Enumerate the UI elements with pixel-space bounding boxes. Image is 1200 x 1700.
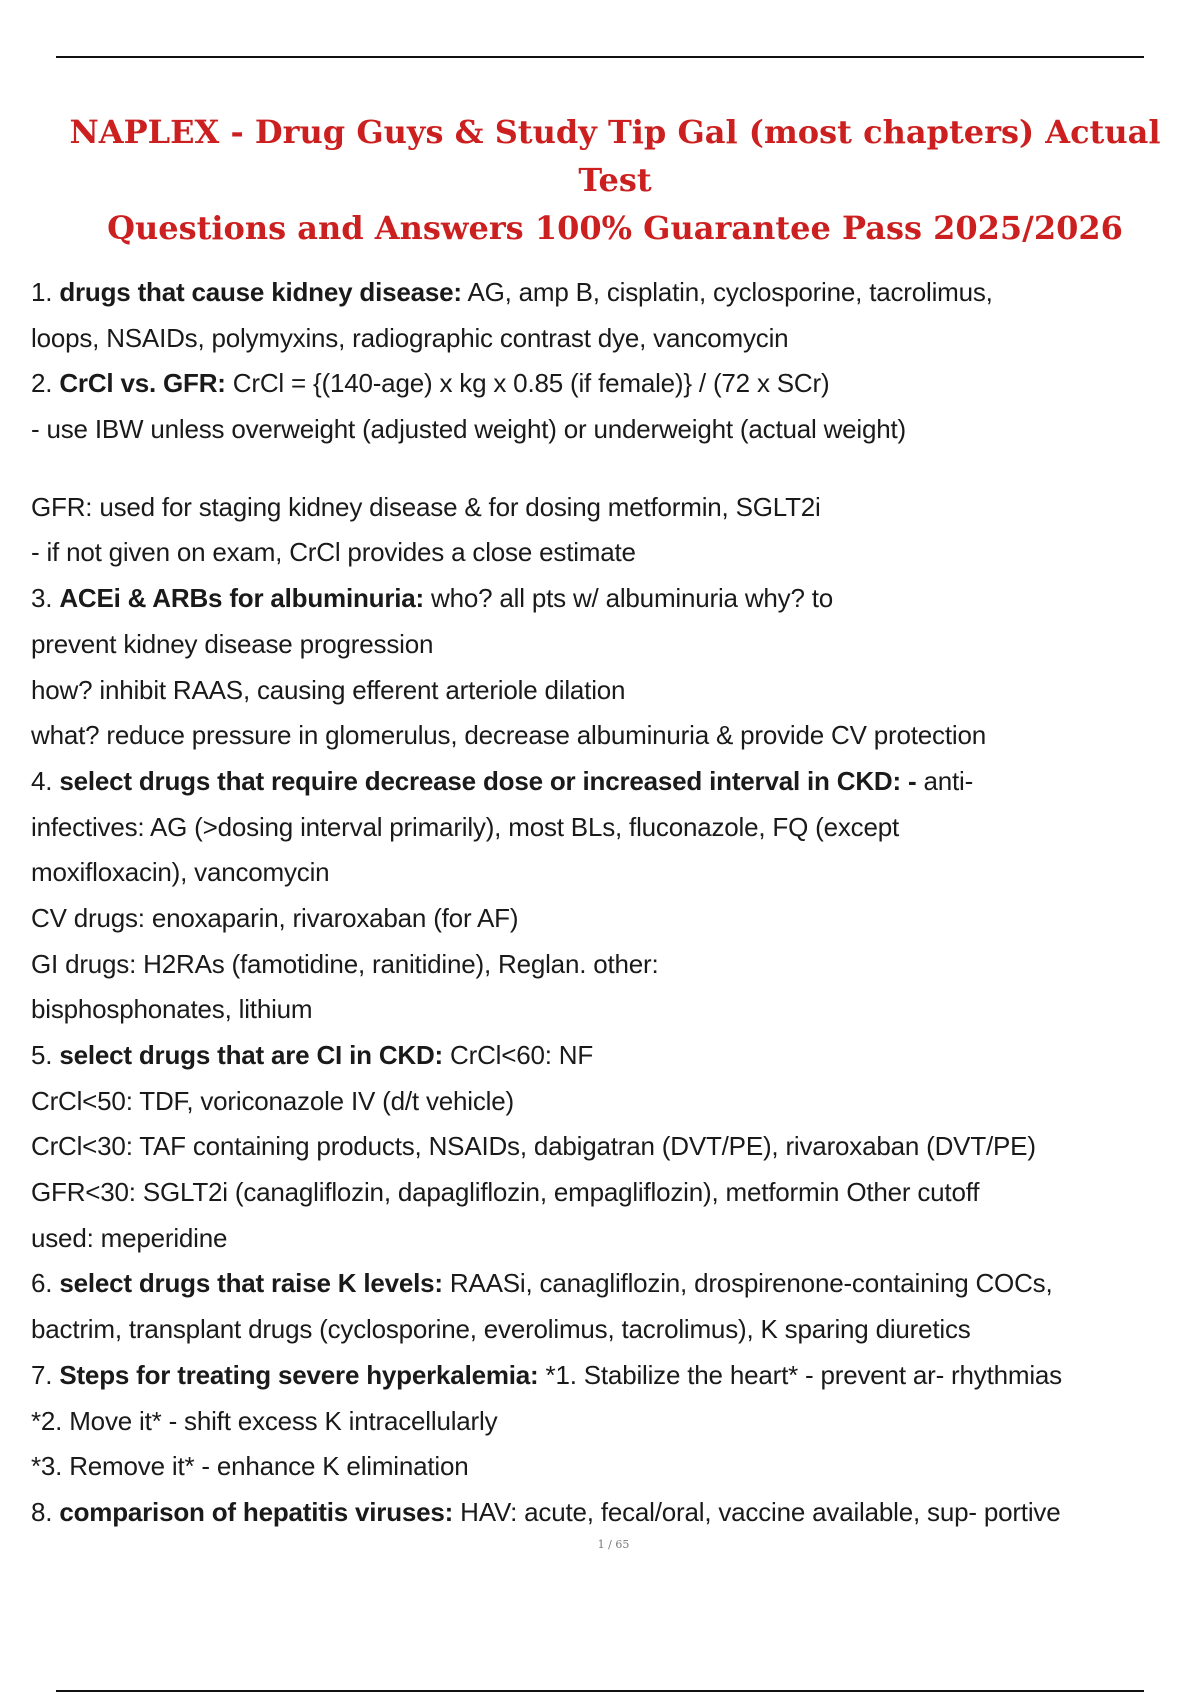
item-number: 6. bbox=[31, 1268, 53, 1299]
item-number: 3. bbox=[31, 583, 53, 614]
page-number: 1 / 65 bbox=[597, 1538, 630, 1551]
item-number: 7. bbox=[31, 1359, 53, 1390]
answer-text: anti- bbox=[916, 765, 974, 796]
item-number: 8. bbox=[31, 1496, 53, 1527]
paragraph-gap bbox=[31, 453, 1181, 485]
answer-line: bisphosphonates, lithium bbox=[31, 994, 313, 1025]
item-number: 1. bbox=[31, 277, 53, 307]
answer-line: - use IBW unless overweight (adjusted weight) or underweight (actual weight) bbox=[31, 414, 907, 445]
item-3-line-1 bbox=[31, 576, 1181, 622]
answer-text: AG, amp B, cisplatin, cyclosporine, tacrolimus, bbox=[461, 277, 993, 307]
answer-line: infectives: AG (>dosing interval primarily), most BLs, fluconazole, FQ (except bbox=[31, 811, 900, 842]
question-text: ACEi & ARBs for albuminuria: bbox=[59, 583, 425, 614]
answer-text: CrCl = {(140-age) x kg x 0.85 (if female)} / (72 x SCr) bbox=[225, 368, 830, 399]
top-rule bbox=[56, 56, 1144, 58]
answer-line: CV drugs: enoxaparin, rivaroxaban (for AF) bbox=[31, 902, 519, 933]
item-7-line-1 bbox=[31, 1353, 1181, 1399]
question-text: CrCl vs. GFR: bbox=[59, 368, 226, 399]
question-text: drugs that cause kidney disease: bbox=[59, 277, 462, 307]
title-line-2: Questions and Answers 100% Guarantee Pass 2025/2026 bbox=[107, 209, 1123, 247]
answer-line: CrCl<50: TDF, voriconazole IV (d/t vehicle) bbox=[31, 1085, 514, 1116]
answer-line: GFR<30: SGLT2i (canagliflozin, dapagliflozin, empagliflozin), metformin Other cutoff bbox=[31, 1177, 980, 1208]
question-text: comparison of hepatitis viruses: bbox=[59, 1496, 454, 1527]
item-6-line-1 bbox=[31, 1261, 1181, 1307]
answer-text: HAV: acute, fecal/oral, vaccine available, sup- portive bbox=[453, 1496, 1061, 1527]
answer-line: bactrim, transplant drugs (cyclosporine, everolimus, tacrolimus), K sparing diuretics bbox=[31, 1314, 971, 1345]
question-text: Steps for treating severe hyperkalemia: bbox=[59, 1359, 539, 1390]
question-text: select drugs that require decrease dose or increased interval in CKD: - bbox=[59, 765, 917, 796]
item-number: 2. bbox=[31, 368, 53, 399]
answer-line: CrCl<30: TAF containing products, NSAIDs, dabigatran (DVT/PE), rivaroxaban (DVT/PE) bbox=[31, 1131, 1036, 1162]
answer-text: RAASi, canagliflozin, drospirenone-containing COCs, bbox=[442, 1268, 1053, 1299]
answer-line: *2. Move it* - shift excess K intracellularly bbox=[31, 1405, 498, 1436]
bottom-rule bbox=[56, 1690, 1144, 1692]
answer-line: *3. Remove it* - enhance K elimination bbox=[31, 1451, 469, 1482]
document-title bbox=[40, 108, 1190, 252]
answer-line: - if not given on exam, CrCl provides a close estimate bbox=[31, 537, 636, 568]
item-4-line-1 bbox=[31, 759, 1181, 805]
item-1-line-1 bbox=[31, 270, 1181, 316]
answer-text: CrCl<60: NF bbox=[443, 1040, 594, 1070]
question-list bbox=[31, 270, 1181, 1536]
item-8-line-1 bbox=[31, 1490, 1181, 1536]
answer-line: used: meperidine bbox=[31, 1222, 228, 1253]
answer-line: prevent kidney disease progression bbox=[31, 628, 434, 659]
answer-text: who? all pts w/ albuminuria why? to bbox=[424, 583, 834, 614]
answer-line: GI drugs: H2RAs (famotidine, ranitidine), Reglan. other: bbox=[31, 948, 659, 979]
answer-line: loops, NSAIDs, polymyxins, radiographic contrast dye, vancomycin bbox=[31, 322, 789, 353]
answer-text: *1. Stabilize the heart* - prevent ar- rhythmias bbox=[538, 1359, 1062, 1390]
item-number: 5. bbox=[31, 1040, 53, 1070]
answer-line: GFR: used for staging kidney disease & for dosing metformin, SGLT2i bbox=[31, 491, 821, 522]
answer-line: what? reduce pressure in glomerulus, decrease albuminuria & provide CV protection bbox=[31, 720, 986, 751]
title-line-1: NAPLEX - Drug Guys & Study Tip Gal (most chapters) Actual Test bbox=[69, 113, 1161, 199]
item-5-line-1 bbox=[31, 1033, 1181, 1079]
item-2-line-1 bbox=[31, 361, 1181, 407]
question-text: select drugs that are CI in CKD: bbox=[59, 1040, 444, 1070]
item-number: 4. bbox=[31, 765, 53, 796]
question-text: select drugs that raise K levels: bbox=[59, 1268, 443, 1299]
answer-line: how? inhibit RAAS, causing efferent arteriole dilation bbox=[31, 674, 626, 705]
answer-line: moxifloxacin), vancomycin bbox=[31, 857, 330, 888]
